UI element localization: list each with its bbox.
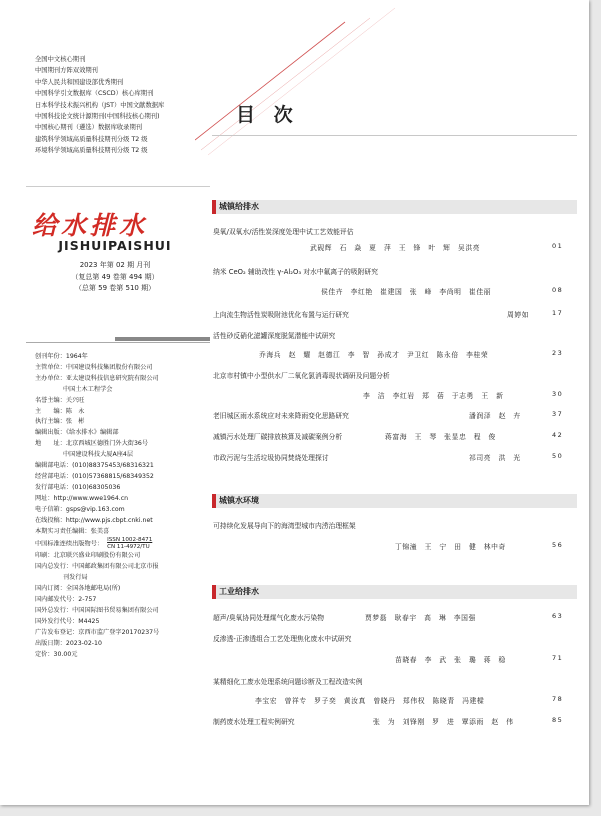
info-line: 执行主编：张 彬 bbox=[35, 418, 85, 426]
indexing-list bbox=[35, 54, 210, 157]
issue-info bbox=[30, 260, 200, 295]
page-number: 50 bbox=[552, 452, 564, 460]
article-title: 某精细化工废水处理系统问题诊断及工程改造实例 bbox=[213, 678, 363, 686]
section-marker bbox=[212, 200, 216, 214]
cn-number: CN 11-4972/TU bbox=[107, 543, 150, 550]
toc-entry[interactable] bbox=[213, 520, 577, 532]
page-number: 42 bbox=[552, 431, 564, 439]
toc-entry[interactable] bbox=[213, 309, 577, 321]
toc-entry[interactable] bbox=[213, 452, 577, 464]
index-item: 日本科学技术振兴机构（JST）中国文献数据库 bbox=[35, 101, 165, 109]
info-line: 主 编：陈 永 bbox=[35, 407, 85, 415]
section-header bbox=[212, 200, 577, 214]
article-title: 可持续化发展导向下的海湾型城市内涝治理框架 bbox=[213, 522, 356, 530]
article-title: 北京市村镇中小型供水厂二氧化氯消毒现状调研及问题分析 bbox=[213, 372, 390, 380]
page-number: 30 bbox=[552, 390, 564, 398]
article-authors: 乔海兵 赵 耀 赵德江 李 智 孙成才 尹卫红 陈永倍 李桂荣 bbox=[259, 351, 489, 359]
article-title: 超声/臭氧协同处理煤气化废水污染物 bbox=[213, 614, 325, 622]
divider bbox=[26, 186, 210, 187]
info-line: 编辑出版：《给水排水》编辑部 bbox=[35, 429, 119, 437]
index-item: 中华人民共和国建设部优秀期刊 bbox=[35, 78, 124, 86]
toc-entry[interactable] bbox=[213, 716, 577, 728]
toc-entry[interactable] bbox=[213, 330, 577, 342]
article-title: 上向流生物活性炭吸附池优化布置与运行研究 bbox=[213, 311, 349, 319]
toc-entry[interactable] bbox=[213, 431, 577, 443]
info-line: 国外发行代号：M4425 bbox=[35, 617, 100, 625]
section-title: 工业给排水 bbox=[219, 587, 259, 596]
publication-info bbox=[35, 352, 210, 660]
article-authors: 潘润泽 赵 卉 bbox=[469, 412, 521, 420]
info-line: 创刊年份：1964年 bbox=[35, 353, 88, 360]
issn-label: 中国标准连续出版物号： bbox=[35, 540, 104, 548]
article-authors: 苗晓春 李 武 张 璐 蒋 稳 bbox=[395, 656, 506, 664]
divider bbox=[212, 135, 577, 136]
journal-logo: 给水排水 bbox=[32, 211, 149, 240]
issn: ISSN 1002-8471 bbox=[107, 537, 153, 544]
info-line: 电子信箱：gsps@vip.163.com bbox=[35, 505, 125, 513]
info-line: 编辑部电话：(010)88375453/68316321 bbox=[35, 462, 154, 470]
info-line: 主管单位：中国建设科技集团股份有限公司 bbox=[35, 363, 153, 371]
toc-entry-authors bbox=[213, 541, 577, 553]
page-number: 01 bbox=[552, 242, 564, 250]
article-authors: 侯佳卉 李红艳 崔建国 张 峰 李尚明 崔佳丽 bbox=[321, 288, 492, 296]
page-number: 71 bbox=[552, 654, 564, 662]
decorative-diagonal bbox=[195, 0, 589, 170]
info-line: 出版日期：2023-02-10 bbox=[35, 639, 102, 647]
divider bbox=[26, 342, 210, 343]
info-line: 广告发布登记：京西市监广登字20170237号 bbox=[35, 628, 160, 636]
toc-entry[interactable] bbox=[213, 266, 577, 278]
issn-block bbox=[107, 537, 152, 550]
section-header bbox=[212, 585, 577, 599]
article-title: 制药废水处理工程实例研究 bbox=[213, 718, 295, 726]
info-line: 经营部电话：(010)57368815/68349352 bbox=[35, 472, 154, 480]
article-title: 老旧城区雨水系统应对未来降雨变化思路研究 bbox=[213, 412, 349, 420]
toc-entry[interactable] bbox=[213, 410, 577, 422]
article-title: 市政污泥与生活垃圾协同焚烧处理探讨 bbox=[213, 454, 329, 462]
page-number: 37 bbox=[552, 410, 564, 418]
toc-entry[interactable] bbox=[213, 676, 577, 688]
toc-heading: 目 次 bbox=[236, 104, 299, 126]
info-line bbox=[35, 537, 210, 551]
info-line: 地 址：北京西城区德胜门外大街36号 bbox=[35, 440, 149, 448]
divider-bar bbox=[115, 337, 210, 341]
journal-pinyin: JISHUIPAISHUI bbox=[58, 238, 172, 253]
article-title: 纳米 CeO₂ 辅助改性 γ-Al₂O₃ 对水中氟离子的吸附研究 bbox=[213, 268, 379, 276]
section-header bbox=[212, 494, 577, 508]
index-item: 中国科学引文数据库（CSCD）核心库期刊 bbox=[35, 90, 154, 98]
page-number: 56 bbox=[552, 541, 564, 549]
article-authors: 李 洁 李红岩 郑 蓓 于志勇 王 新 bbox=[363, 392, 504, 400]
article-authors: 贾梦磊 耿春宇 高 琳 李国强 bbox=[365, 614, 476, 622]
info-line: 名誉主编：关兴旺 bbox=[35, 396, 85, 404]
info-line: 本期实习责任编辑：张美喜 bbox=[35, 527, 110, 535]
info-line: 中国建设科技大厦A座4层 bbox=[63, 451, 134, 459]
info-line: 印刷：北京联兴盛业印刷股份有限公司 bbox=[35, 552, 141, 560]
index-item: 中国期刊方阵双效期刊 bbox=[35, 67, 98, 75]
toc-entry[interactable] bbox=[213, 633, 577, 645]
toc-entry-authors bbox=[213, 654, 577, 666]
index-item: 中国核心期刊（遴选）数据库收录期刊 bbox=[35, 124, 143, 132]
toc-entry[interactable] bbox=[213, 226, 577, 238]
info-line: 定价：30.00元 bbox=[35, 650, 78, 658]
page-number: 63 bbox=[552, 612, 564, 620]
section-title: 城镇给排水 bbox=[219, 202, 259, 211]
article-authors: 祁司亮 洪 光 bbox=[469, 454, 521, 462]
issue-line: 2023 年第 02 期 月刊 bbox=[79, 261, 151, 269]
page-number: 85 bbox=[552, 716, 564, 724]
issue-line: （总第 59 卷第 510 期） bbox=[74, 284, 156, 292]
info-line: 刊发行局 bbox=[63, 574, 88, 582]
article-authors: 周婷如 bbox=[507, 311, 530, 319]
toc-entry-authors bbox=[213, 286, 577, 298]
index-item: 建筑科学领域高质量科技期刊分级 T2 级 bbox=[35, 135, 148, 143]
index-item: 环境科学领域高质量科技期刊分级 T2 级 bbox=[35, 147, 148, 155]
toc-entry-authors bbox=[213, 242, 577, 254]
article-authors: 张 为 刘锋刚 罗 进 覃添雨 赵 伟 bbox=[373, 718, 514, 726]
info-line: 主办单位：亚太建设科技信息研究院有限公司 bbox=[35, 374, 159, 382]
page-number: 17 bbox=[552, 309, 564, 317]
section-title: 城镇水环境 bbox=[219, 496, 259, 505]
info-line: 国外总发行：中国国际图书贸易集团有限公司 bbox=[35, 606, 159, 614]
section-marker bbox=[212, 494, 216, 508]
section-marker bbox=[212, 585, 216, 599]
page-number: 08 bbox=[552, 286, 564, 294]
issue-line: （复总第 49 卷第 494 期） bbox=[71, 272, 159, 281]
info-line: 国内总发行：中国邮政集团有限公司北京市报 bbox=[35, 563, 159, 571]
index-item: 全国中文核心期刊 bbox=[35, 56, 86, 63]
info-line: 网址：http://www.wwe1964.cn bbox=[35, 494, 129, 502]
article-authors: 蒋富海 王 琴 张显忠 程 俊 bbox=[385, 433, 496, 441]
toc-entry-authors bbox=[213, 390, 577, 402]
info-line: 中国土木工程学会 bbox=[63, 385, 113, 393]
article-title: 反渗透-正渗透组合工艺处理焦化废水中试研究 bbox=[213, 635, 352, 643]
article-authors: 丁锦潼 王 宁 田 健 林中奇 bbox=[395, 543, 506, 551]
article-authors: 武砚辉 石 焱 夏 萍 王 锋 叶 辉 吴洪亮 bbox=[310, 244, 481, 252]
toc-entry-authors bbox=[213, 695, 577, 707]
toc-entry[interactable] bbox=[213, 370, 577, 382]
toc-entry-authors bbox=[213, 349, 577, 361]
info-line: 发行部电话：(010)68305036 bbox=[35, 483, 121, 491]
article-title: 活性砂反硝化滤罐深度脱氮潜能中试研究 bbox=[213, 332, 336, 340]
toc-entry[interactable] bbox=[213, 612, 577, 624]
page-number: 23 bbox=[552, 349, 564, 357]
article-title: 臭氧/双氧水/活性炭深度处理中试工艺效能评估 bbox=[213, 228, 354, 236]
index-item: 中国科技论文统计源期刊(中国科技核心期刊) bbox=[35, 113, 160, 121]
info-line: 国内订阅：全国各地邮电局(所) bbox=[35, 585, 121, 593]
info-line: 国内邮发代号：2-757 bbox=[35, 596, 97, 604]
page-number: 78 bbox=[552, 695, 564, 703]
article-authors: 李宝宏 曾祥专 罗子奕 黄汝真 曾晓丹 郑伟权 陈晓青 冯建樑 bbox=[255, 697, 485, 705]
article-title: 减镇污水处理厂碳排放核算及减碳案例分析 bbox=[213, 433, 343, 441]
info-line: 在线投稿：http://www.pjs.cbpt.cnki.net bbox=[35, 516, 153, 524]
